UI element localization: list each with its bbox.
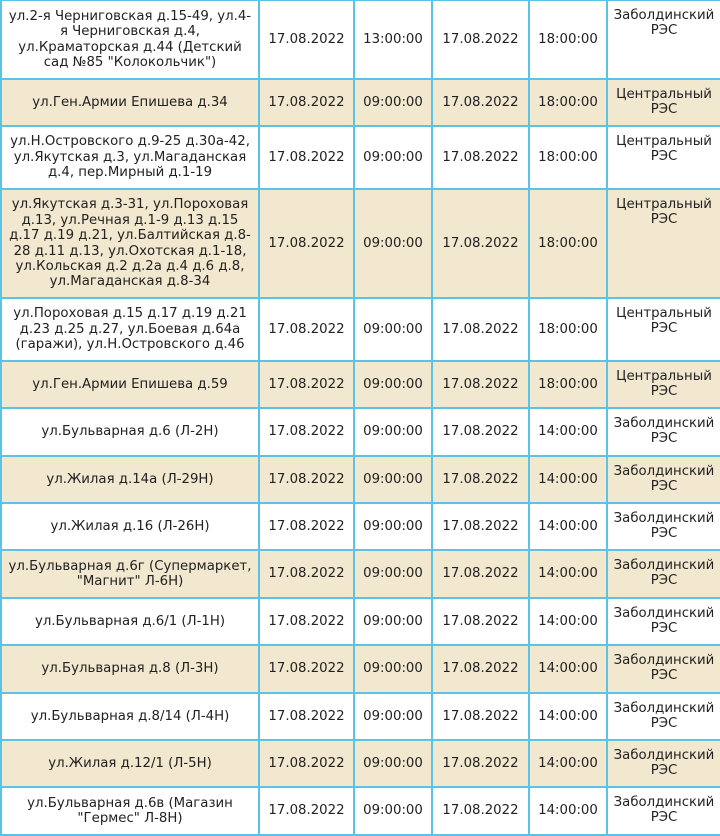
res-cell: Заболдинский РЭС xyxy=(607,598,720,645)
end-date-cell: 17.08.2022 xyxy=(432,126,529,189)
start-time-cell: 09:00:00 xyxy=(354,126,432,189)
start-time-cell: 09:00:00 xyxy=(354,189,432,298)
end-date-cell: 17.08.2022 xyxy=(432,189,529,298)
end-date-cell: 17.08.2022 xyxy=(432,503,529,550)
start-date-cell: 17.08.2022 xyxy=(259,189,354,298)
res-cell: Заболдинский РЭС xyxy=(607,787,720,835)
end-date-cell: 17.08.2022 xyxy=(432,645,529,693)
address-cell: ул.2-я Черниговская д.15-49, ул.4-я Черниговская д.4, ул.Краматорская д.44 (Детский сад №85 "Колокольчик") xyxy=(1,0,259,79)
end-time-cell: 14:00:00 xyxy=(529,598,607,645)
end-date-cell: 17.08.2022 xyxy=(432,693,529,740)
start-time-cell: 09:00:00 xyxy=(354,456,432,503)
end-time-cell: 18:00:00 xyxy=(529,79,607,126)
end-time-cell: 14:00:00 xyxy=(529,503,607,550)
start-time-cell: 09:00:00 xyxy=(354,79,432,126)
end-time-cell: 18:00:00 xyxy=(529,298,607,361)
end-date-cell: 17.08.2022 xyxy=(432,550,529,598)
address-cell: ул.Н.Островского д.9-25 д.30а-42, ул.Якутская д.3, ул.Магаданская д.4, пер.Мирный д.1-19 xyxy=(1,126,259,189)
address-cell: ул.Бульварная д.6г (Супермаркет, "Магнит" Л-6Н) xyxy=(1,550,259,598)
table-row xyxy=(1,189,720,298)
start-date-cell: 17.08.2022 xyxy=(259,787,354,835)
res-cell: Заболдинский РЭС xyxy=(607,740,720,787)
start-time-cell: 09:00:00 xyxy=(354,298,432,361)
start-time-cell: 09:00:00 xyxy=(354,645,432,693)
end-date-cell: 17.08.2022 xyxy=(432,408,529,456)
res-cell: Заболдинский РЭС xyxy=(607,0,720,79)
address-cell: ул.Бульварная д.6в (Магазин "Гермес" Л-8Н) xyxy=(1,787,259,835)
end-time-cell: 18:00:00 xyxy=(529,189,607,298)
start-date-cell: 17.08.2022 xyxy=(259,0,354,79)
address-cell: ул.Бульварная д.6/1 (Л-1Н) xyxy=(1,598,259,645)
start-time-cell: 09:00:00 xyxy=(354,503,432,550)
end-date-cell: 17.08.2022 xyxy=(432,740,529,787)
address-cell: ул.Жилая д.12/1 (Л-5Н) xyxy=(1,740,259,787)
start-time-cell: 09:00:00 xyxy=(354,693,432,740)
res-cell: Заболдинский РЭС xyxy=(607,408,720,456)
table-row xyxy=(1,645,720,693)
table-row xyxy=(1,79,720,126)
address-cell: ул.Якутская д.3-31, ул.Пороховая д.13, ул.Речная д.1-9 д.13 д.15 д.17 д.19 д.21, ул.Балтийская д.8-28 д.11 д.13, ул.Охотская д.1-18, ул.Кольская д.2 д.2а д.4 д.6 д.8, ул.Магаданская д.8-34 xyxy=(1,189,259,298)
table-row xyxy=(1,787,720,835)
start-time-cell: 09:00:00 xyxy=(354,408,432,456)
end-time-cell: 18:00:00 xyxy=(529,126,607,189)
table-row xyxy=(1,456,720,503)
res-cell: Заболдинский РЭС xyxy=(607,550,720,598)
address-cell: ул.Пороховая д.15 д.17 д.19 д.21 д.23 д.25 д.27, ул.Боевая д.64а (гаражи), ул.Н.Островского д.46 xyxy=(1,298,259,361)
end-date-cell: 17.08.2022 xyxy=(432,361,529,408)
res-cell: Заболдинский РЭС xyxy=(607,693,720,740)
res-cell: Центральный РЭС xyxy=(607,126,720,189)
end-date-cell: 17.08.2022 xyxy=(432,456,529,503)
start-date-cell: 17.08.2022 xyxy=(259,693,354,740)
table-row xyxy=(1,126,720,189)
start-time-cell: 09:00:00 xyxy=(354,598,432,645)
address-cell: ул.Жилая д.16 (Л-26Н) xyxy=(1,503,259,550)
end-time-cell: 14:00:00 xyxy=(529,550,607,598)
end-date-cell: 17.08.2022 xyxy=(432,598,529,645)
table-row xyxy=(1,298,720,361)
address-cell: ул.Бульварная д.8/14 (Л-4Н) xyxy=(1,693,259,740)
end-date-cell: 17.08.2022 xyxy=(432,79,529,126)
res-cell: Центральный РЭС xyxy=(607,189,720,298)
start-date-cell: 17.08.2022 xyxy=(259,598,354,645)
res-cell: Центральный РЭС xyxy=(607,298,720,361)
end-time-cell: 18:00:00 xyxy=(529,361,607,408)
end-date-cell: 17.08.2022 xyxy=(432,0,529,79)
end-time-cell: 14:00:00 xyxy=(529,787,607,835)
address-cell: ул.Жилая д.14а (Л-29Н) xyxy=(1,456,259,503)
start-date-cell: 17.08.2022 xyxy=(259,361,354,408)
end-time-cell: 14:00:00 xyxy=(529,456,607,503)
address-cell: ул.Бульварная д.8 (Л-3Н) xyxy=(1,645,259,693)
end-date-cell: 17.08.2022 xyxy=(432,787,529,835)
start-time-cell: 09:00:00 xyxy=(354,740,432,787)
address-cell: ул.Ген.Армии Епишева д.34 xyxy=(1,79,259,126)
res-cell: Центральный РЭС xyxy=(607,361,720,408)
start-time-cell: 13:00:00 xyxy=(354,0,432,79)
table-body xyxy=(1,0,720,835)
res-cell: Заболдинский РЭС xyxy=(607,503,720,550)
end-time-cell: 14:00:00 xyxy=(529,645,607,693)
table-row xyxy=(1,598,720,645)
start-time-cell: 09:00:00 xyxy=(354,550,432,598)
table-row xyxy=(1,503,720,550)
res-cell: Заболдинский РЭС xyxy=(607,645,720,693)
start-date-cell: 17.08.2022 xyxy=(259,298,354,361)
table-row xyxy=(1,361,720,408)
res-cell: Заболдинский РЭС xyxy=(607,456,720,503)
table-row xyxy=(1,693,720,740)
table-row xyxy=(1,408,720,456)
end-time-cell: 14:00:00 xyxy=(529,740,607,787)
table-row xyxy=(1,0,720,79)
address-cell: ул.Ген.Армии Епишева д.59 xyxy=(1,361,259,408)
start-date-cell: 17.08.2022 xyxy=(259,740,354,787)
address-cell: ул.Бульварная д.6 (Л-2Н) xyxy=(1,408,259,456)
table-row xyxy=(1,740,720,787)
start-date-cell: 17.08.2022 xyxy=(259,456,354,503)
end-time-cell: 14:00:00 xyxy=(529,693,607,740)
start-time-cell: 09:00:00 xyxy=(354,787,432,835)
start-date-cell: 17.08.2022 xyxy=(259,645,354,693)
start-date-cell: 17.08.2022 xyxy=(259,550,354,598)
start-date-cell: 17.08.2022 xyxy=(259,408,354,456)
start-time-cell: 09:00:00 xyxy=(354,361,432,408)
table-row xyxy=(1,550,720,598)
end-time-cell: 14:00:00 xyxy=(529,408,607,456)
res-cell: Центральный РЭС xyxy=(607,79,720,126)
start-date-cell: 17.08.2022 xyxy=(259,126,354,189)
start-date-cell: 17.08.2022 xyxy=(259,79,354,126)
end-date-cell: 17.08.2022 xyxy=(432,298,529,361)
start-date-cell: 17.08.2022 xyxy=(259,503,354,550)
end-time-cell: 18:00:00 xyxy=(529,0,607,79)
